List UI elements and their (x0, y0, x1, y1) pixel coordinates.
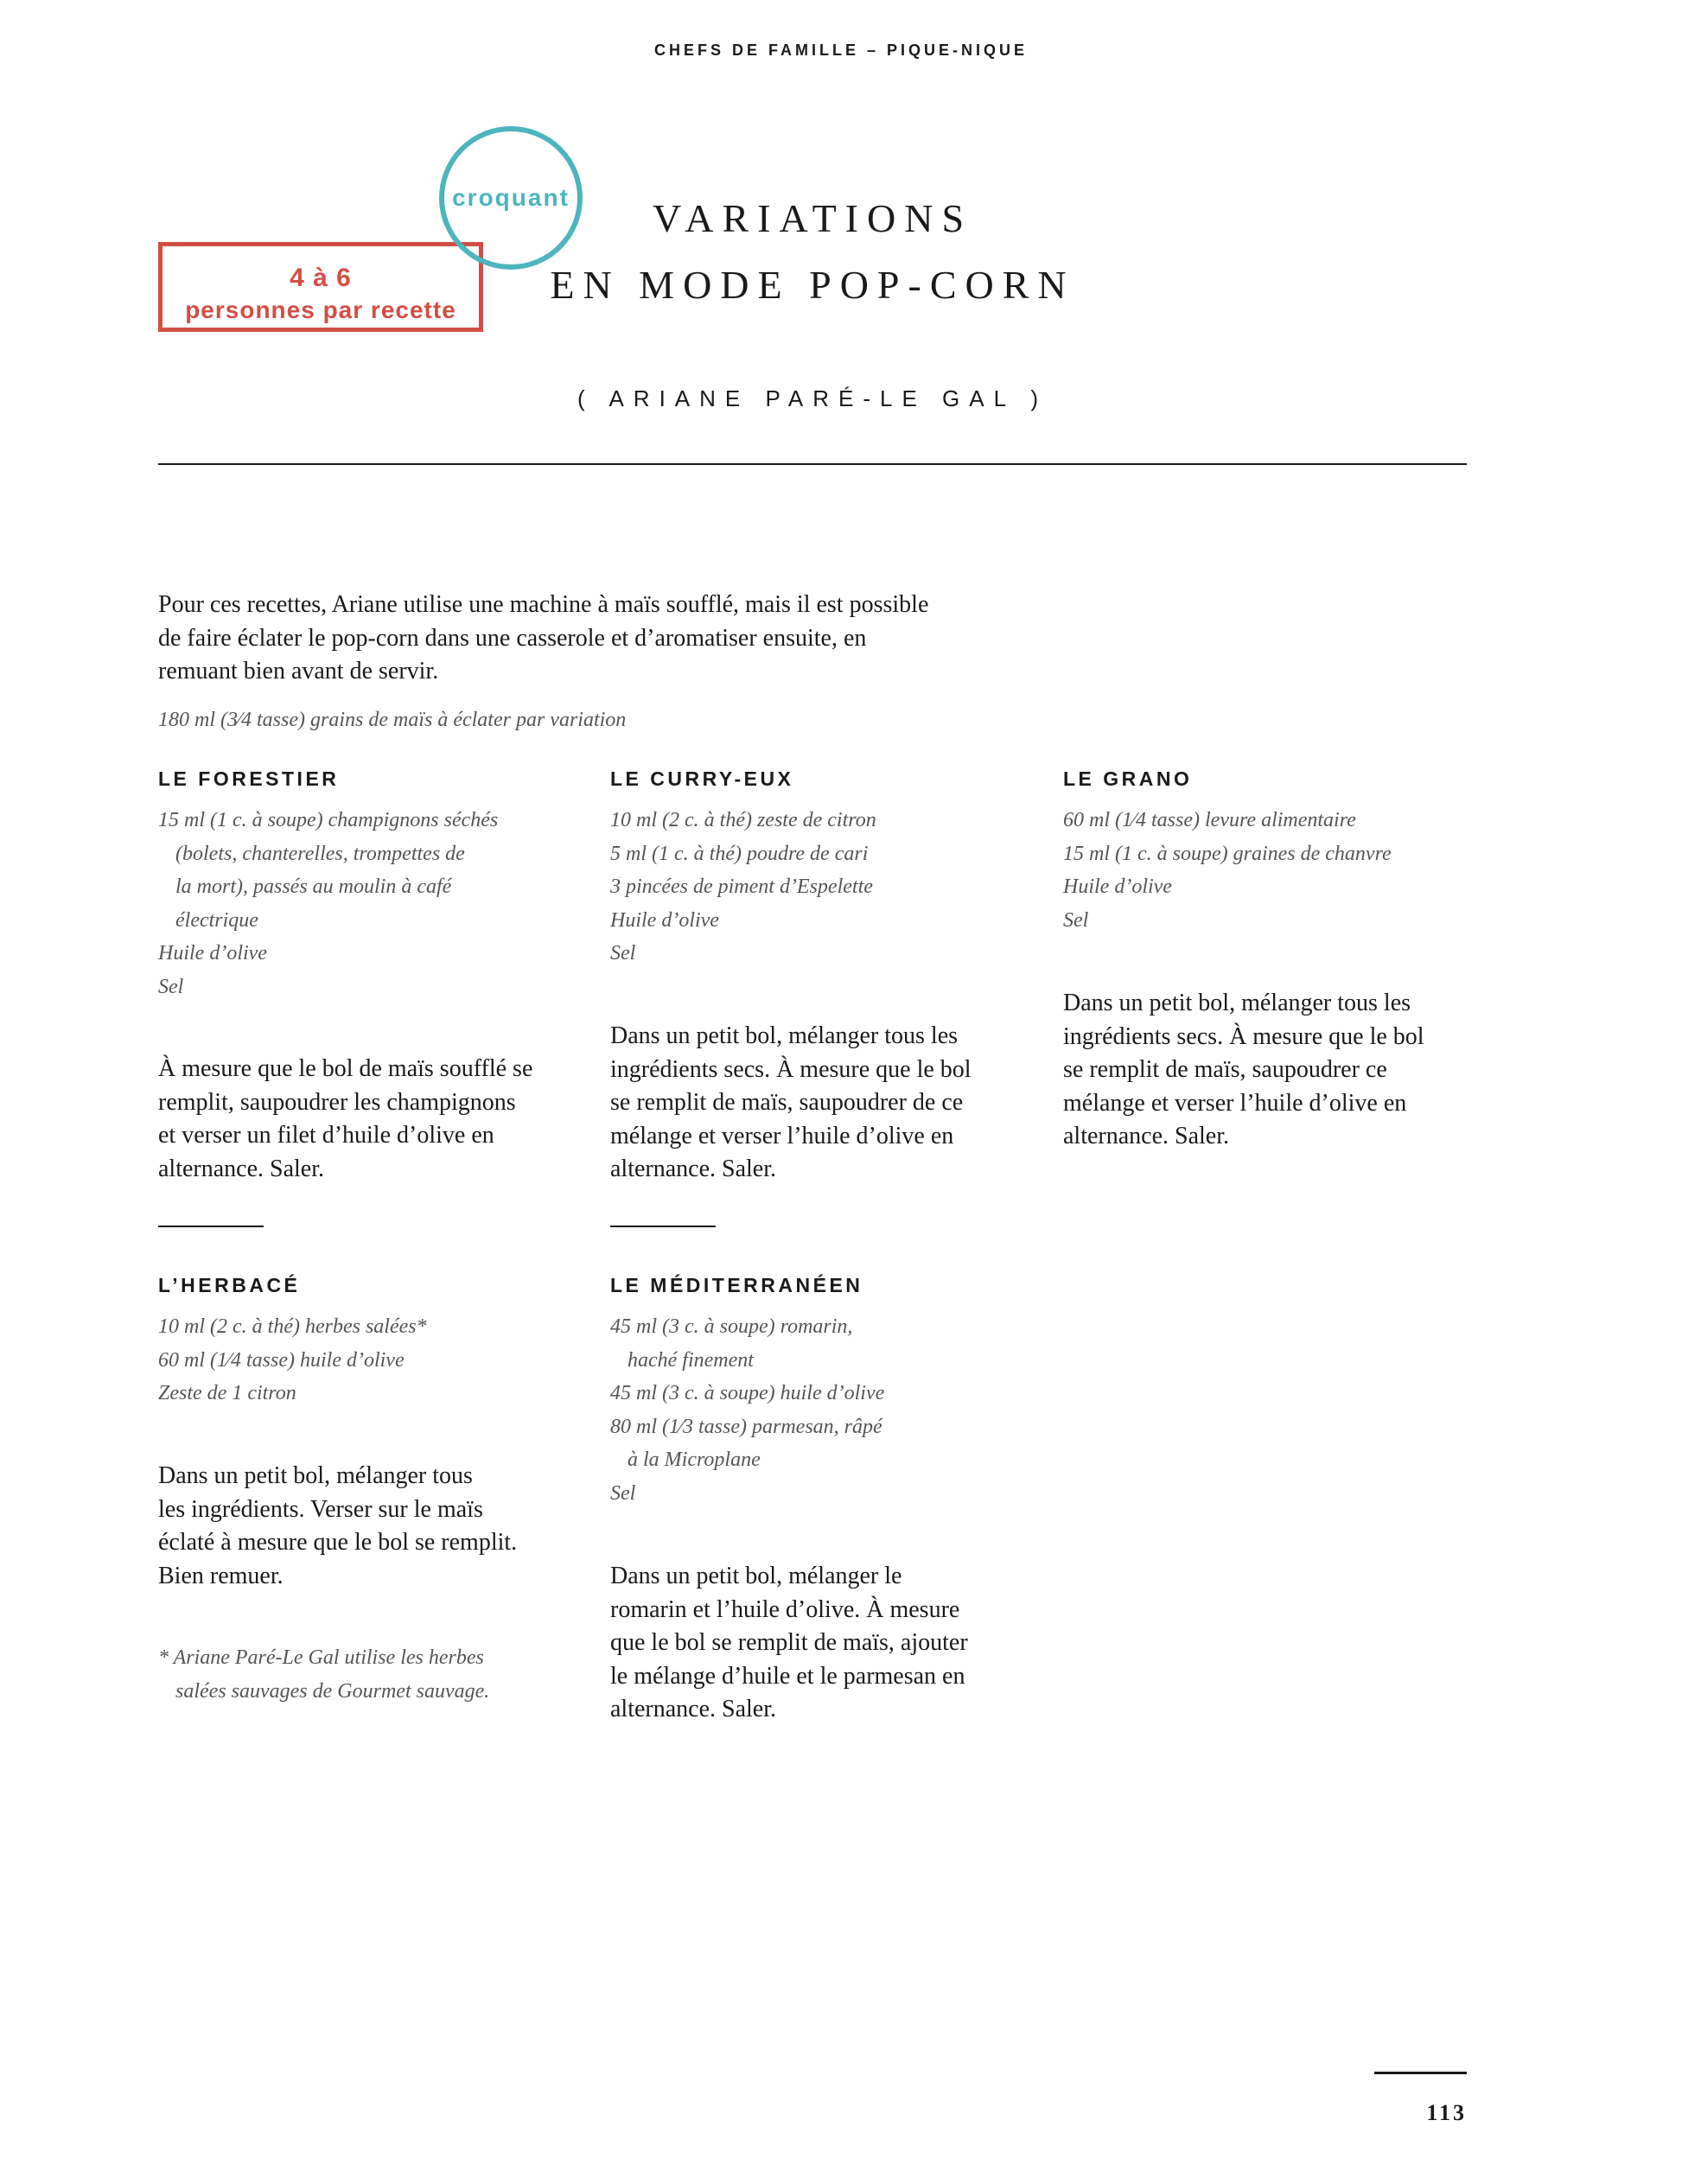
ingredients-herbace (158, 1310, 608, 1410)
ingredient-line: à la Microplane (628, 1449, 761, 1471)
servings-count: 4 à 6 (290, 264, 352, 292)
ingredient-line: 10 ml (2 c. à thé) herbes salées* (158, 1315, 427, 1338)
method-line: alternance. Saler. (158, 1155, 325, 1182)
ingredient-line: 45 ml (3 c. à soupe) huile d’olive (610, 1382, 885, 1404)
page-number-rule (1374, 2072, 1467, 2074)
method-grano (1063, 987, 1478, 1154)
page-title-line-1: VARIATIONS (652, 196, 973, 240)
method-line: À mesure que le bol de maïs soufflé se (158, 1055, 533, 1082)
method-line: alternance. Saler. (1063, 1123, 1230, 1149)
ingredients-grano (1063, 804, 1478, 937)
method-line: le mélange d’huile et le parmesan en (610, 1662, 965, 1690)
intro-line: Pour ces recettes, Ariane utilise une machine à maïs soufflé, mais il est possible (158, 591, 929, 618)
method-line: ingrédients secs. À mesure que le bol (1063, 1022, 1424, 1050)
ingredient-line: Huile d’olive (610, 908, 719, 932)
method-line: ingrédients secs. À mesure que le bol (610, 1055, 972, 1083)
recipe-author: ( ARIANE PARÉ-LE GAL ) (577, 385, 1048, 411)
footnote-line: salées sauvages de Gourmet sauvage. (175, 1679, 490, 1703)
ingredient-line: 5 ml (1 c. à thé) poudre de cari (610, 842, 869, 865)
intro-line: remuant bien avant de servir. (158, 658, 439, 684)
recipe-title-mediterraneen: LE MÉDITERRANÉEN (610, 1274, 863, 1296)
page-title-line-2: EN MODE POP-CORN (550, 263, 1075, 307)
ingredient-line: électrique (175, 908, 258, 932)
footnote-line: * Ariane Paré-Le Gal utilise les herbes (158, 1646, 484, 1669)
ingredient-line: Sel (610, 942, 636, 965)
method-line: mélange et verser l’huile d’olive en (610, 1122, 954, 1149)
section-divider (158, 1226, 264, 1227)
ingredient-line: Zeste de 1 citron (158, 1382, 296, 1404)
method-line: Bien remuer. (158, 1562, 284, 1589)
ingredient-line: 3 pincées de piment d’Espelette (610, 876, 873, 898)
ingredient-line: Sel (158, 975, 184, 998)
page-number: 113 (1426, 2100, 1467, 2125)
footnote (158, 1641, 608, 1708)
ingredient-line: 15 ml (1 c. à soupe) graines de chanvre (1063, 842, 1392, 865)
servings-unit: personnes par recette (185, 296, 456, 323)
ingredient-line: 80 ml (1⁄3 tasse) parmesan, râpé (610, 1415, 882, 1438)
ingredient-line: Huile d’olive (1063, 876, 1172, 898)
method-line: Dans un petit bol, mélanger tous (158, 1462, 473, 1489)
header-divider (158, 463, 1467, 465)
ingredient-line: 60 ml (1⁄4 tasse) huile d’olive (158, 1348, 405, 1372)
method-line: se remplit de maïs, saupoudrer ce (1063, 1056, 1387, 1083)
ingredients-forestier (158, 804, 608, 1003)
base-ingredient: 180 ml (3⁄4 tasse) grains de maïs à éclater par variation (158, 709, 627, 731)
ingredient-line: (bolets, chanterelles, trompettes de (175, 842, 465, 865)
method-line: se remplit de maïs, saupoudrer de ce (610, 1089, 964, 1116)
ingredient-line: la mort), passés au moulin à café (175, 876, 452, 898)
method-line: remplit, saupoudrer les champignons (158, 1088, 516, 1116)
method-line: que le bol se remplit de maïs, ajouter (610, 1629, 968, 1656)
method-line: les ingrédients. Verser sur le maïs (158, 1495, 483, 1523)
ingredient-line: 15 ml (1 c. à soupe) champignons séchés (158, 809, 499, 831)
recipe-title-herbace: L’HERBACÉ (158, 1274, 301, 1296)
ingredients-mediterraneen (610, 1310, 1060, 1510)
intro-paragraph (158, 589, 1023, 689)
method-line: éclaté à mesure que le bol se remplit. (158, 1529, 518, 1556)
recipe-title-forestier: LE FORESTIER (158, 767, 340, 790)
method-line: mélange et verser l’huile d’olive en (1063, 1089, 1407, 1117)
method-line: alternance. Saler. (610, 1156, 777, 1182)
section-divider (610, 1226, 716, 1227)
recipe-title-curry: LE CURRY-EUX (610, 767, 794, 790)
method-herbace (158, 1460, 608, 1593)
ingredient-line: haché finement (628, 1348, 754, 1372)
method-line: romarin et l’huile d’olive. À mesure (610, 1595, 960, 1623)
running-header: CHEFS DE FAMILLE – PIQUE-NIQUE (653, 41, 1029, 59)
method-forestier (158, 1053, 608, 1186)
ingredient-line: 10 ml (2 c. à thé) zeste de citron (610, 809, 876, 831)
method-mediterraneen (610, 1560, 1060, 1727)
method-line: alternance. Saler. (610, 1696, 777, 1722)
ingredient-line: 60 ml (1⁄4 tasse) levure alimentaire (1063, 809, 1356, 831)
croquant-badge-label: croquant (452, 184, 570, 211)
recipe-title-grano: LE GRANO (1063, 767, 1193, 790)
method-line: et verser un filet d’huile d’olive en (158, 1122, 494, 1149)
method-line: Dans un petit bol, mélanger tous les (1063, 990, 1411, 1016)
method-line: Dans un petit bol, mélanger tous les (610, 1022, 959, 1049)
ingredients-curry (610, 804, 1060, 971)
ingredient-line: Huile d’olive (158, 942, 267, 965)
ingredient-line: Sel (610, 1481, 636, 1505)
servings-box (158, 242, 483, 332)
method-curry (610, 1020, 1060, 1187)
method-line: Dans un petit bol, mélanger le (610, 1563, 902, 1589)
intro-line: de faire éclater le pop-corn dans une casserole et d’aromatiser ensuite, en (158, 624, 867, 652)
ingredient-line: Sel (1063, 908, 1089, 932)
ingredient-line: 45 ml (3 c. à soupe) romarin, (610, 1315, 853, 1338)
